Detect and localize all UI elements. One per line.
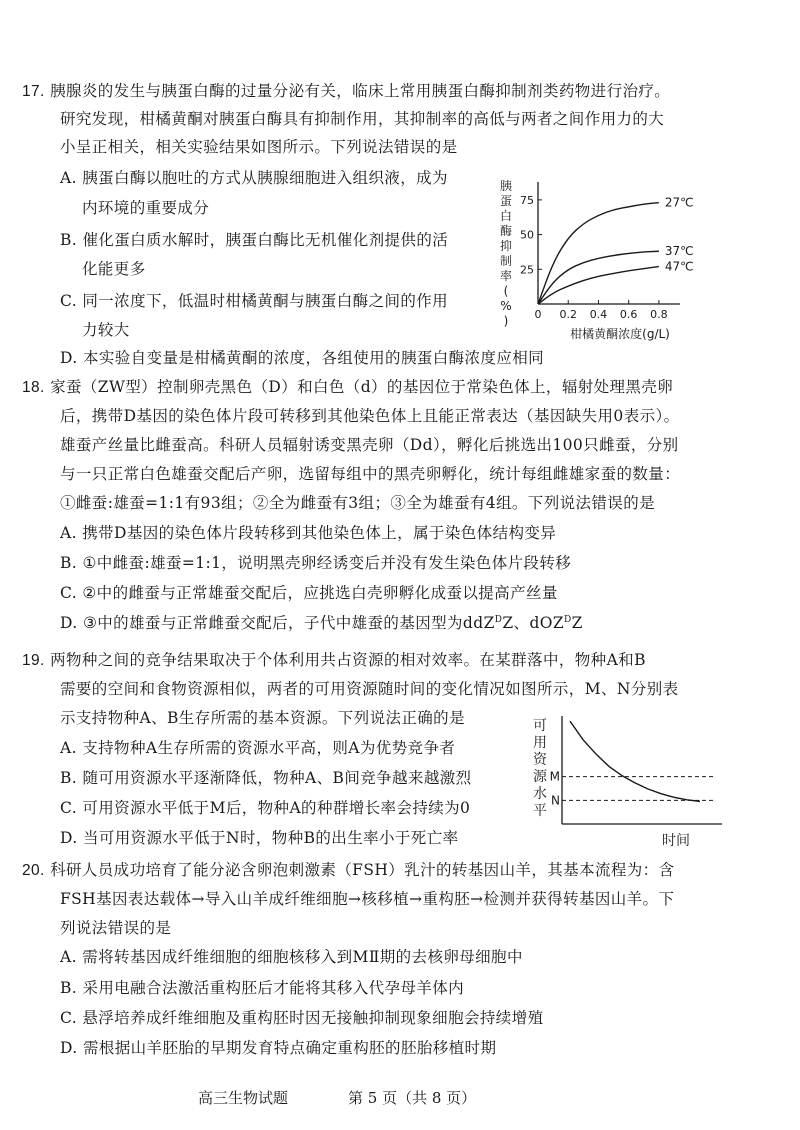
q17-stem-text-1: 胰腺炎的发生与胰蛋白酶的过量分泌有关，临床上常用胰蛋白酶抑制剂类药物进行治疗。: [50, 82, 671, 100]
q19-option-d: D. 当可用资源水平低于N时，物种B的出生率小于死亡率: [60, 829, 459, 847]
q17-option-c-cont: 力较大: [82, 321, 130, 339]
q17-stem-line2: 研究发现，柑橘黄酮对胰蛋白酶具有抑制作用，其抑制率的高低与两者之间作用力的大: [60, 110, 665, 128]
chart1-series-label-1: 27℃: [664, 195, 694, 210]
inhibition-rate-chart: [496, 176, 726, 346]
chart2-y-label-char: 水: [533, 786, 547, 802]
q18-option-a: A. 携带D基因的染色体片段转移到其他染色体上，属于染色体结构变异: [60, 524, 557, 542]
chart1-y-axis-label: [500, 178, 512, 328]
q20-option-d: D. 需根据山羊胚胎的早期发育特点确定重构胚的胚胎移植时期: [60, 1039, 497, 1057]
chart1-series-line-1: [538, 203, 659, 304]
q20-stem-line2: FSH基因表达载体→导入山羊成纤维细胞→核移植→重构胚→检测并获得转基因山羊。下: [60, 890, 675, 908]
q18-stem-line2: 后，携带D基因的染色体片段可转移到其他染色体上且能正常表达（基因缺失用0表示）。: [60, 407, 680, 425]
chart2-y-label-char: 源: [533, 769, 547, 785]
chart2-y-label-char: 用: [533, 735, 547, 751]
q20-option-b: B. 采用电融合法激活重构胚后才能将其移入代孕母羊体内: [60, 979, 465, 997]
q18-option-b: B. ①中雌蚕:雄蚕=1:1，说明黑壳卵经诱变后并没有发生染色体片段转移: [60, 554, 572, 572]
q17-option-b: B. 催化蛋白质水解时，胰蛋白酶比无机催化剂提供的活: [60, 231, 449, 249]
chart2-y-label-char: 可: [533, 718, 547, 734]
q17-option-d: D. 本实验自变量是柑橘黄酮的浓度，各组使用的胰蛋白酶浓度应相同: [60, 349, 545, 367]
q20-number: 20.: [22, 862, 45, 879]
chart2-x-axis-label: 时间: [662, 833, 690, 849]
q18-option-c: C. ②中的雌蚕与正常雄蚕交配后，应挑选白壳卵孵化成蚕以提高产丝量: [60, 584, 558, 602]
q20-stem-text-1: 科研人员成功培育了能分泌含卵泡刺激素（FSH）乳汁的转基因山羊，其基本流程为：含: [50, 861, 675, 879]
q20-stem-line1: [22, 859, 674, 882]
chart2-resource-curve: [570, 721, 700, 801]
chart1-x-axis-label: 柑橘黄酮浓度(g/L): [570, 327, 670, 341]
q17-stem-line3: 小呈正相关，相关实验结果如图所示。下列说法错误的是: [60, 138, 458, 156]
chart1-x-tick-label: 0.6: [619, 308, 638, 321]
q19-stem-line1: [22, 649, 646, 672]
chart1-x-tick-label: 0.8: [650, 308, 668, 321]
chart1-x-tick-label: 0.4: [589, 308, 608, 321]
footer-title: 高三生物试题: [198, 1089, 289, 1107]
chart1-y-label-char: 酶: [499, 224, 513, 238]
q17-option-a-cont: 内环境的重要成分: [82, 199, 210, 217]
chart1-x-tick-label: 0: [534, 308, 542, 321]
q19-number: 19.: [22, 652, 45, 669]
q19-stem-text-1: 两物种之间的竞争结果取决于个体利用共占资源的相对效率。在某群落中，物种A和B: [50, 651, 646, 669]
chart1-y-label-char: ): [503, 314, 509, 328]
resource-level-chart: [526, 712, 736, 852]
chart1-y-label-char: 胰: [499, 179, 513, 193]
chart2-y-label-char: 资: [533, 752, 547, 768]
q19-option-c: C. 可用资源水平低于M后，物种A的种群增长率会持续为0: [60, 799, 471, 817]
q18-number: 18.: [22, 379, 45, 396]
chart1-y-label-char: 蛋: [499, 194, 513, 208]
q18-option-d: D. ③中的雄蚕与正常雌蚕交配后，子代中雄蚕的基因型为ddZ$^D$Z、dOZ$^D$Z: [60, 614, 583, 632]
q20-option-c: C. 悬浮培养成纤维细胞及重构胚时因无接触抑制现象细胞会持续增殖: [60, 1009, 544, 1027]
chart1-series-line-3: [538, 267, 659, 304]
q18-stem-line1: [22, 376, 673, 399]
q17-stem-line1: [22, 80, 670, 103]
chart2-y-axis-label: [533, 718, 548, 819]
q18-stem-line3: 雄蚕产丝量比雌蚕高。科研人员辐射诱变黑壳卵（Dd），孵化后挑选出100只雌蚕，分别: [60, 436, 679, 454]
chart1-x-tick-label: 0.2: [559, 308, 577, 321]
q17-option-b-cont: 化能更多: [82, 260, 146, 278]
chart2-y-label-char: 平: [533, 803, 547, 819]
chart2-n-marker-label: N: [551, 793, 560, 808]
chart1-y-label-char: 率: [499, 269, 513, 283]
chart1-y-label-char: (: [503, 284, 509, 298]
chart1-y-label-char: 抑: [499, 239, 513, 253]
chart1-y-label-char: 制: [499, 254, 513, 268]
chart1-y-tick-label: 50: [520, 228, 534, 242]
footer-page-number: 第 5 页（共 8 页）: [348, 1089, 477, 1107]
q17-number: 17.: [22, 83, 45, 100]
chart1-y-label-char: %: [500, 299, 512, 313]
q18-stem-line5: ①雌蚕:雄蚕=1:1有93组；②全为雌蚕有3组；③全为雄蚕有4组。下列说法错误的是: [60, 494, 656, 512]
chart1-y-tick-label: 75: [520, 193, 534, 207]
q19-stem-line2: 需要的空间和食物资源相似，两者的可用资源随时间的变化情况如图所示，M、N分别表: [60, 680, 679, 698]
chart1-y-tick-label: 25: [520, 263, 534, 277]
q17-option-a: A. 胰蛋白酶以胞吐的方式从胰腺细胞进入组织液，成为: [60, 169, 448, 187]
q18-stem-line4: 与一只正常白色雄蚕交配后产卵，选留每组中的黑壳卵孵化，统计每组雌雄家蚕的数量：: [60, 465, 681, 483]
q19-stem-line3: 示支持物种A、B生存所需的基本资源。下列说法正确的是: [60, 709, 465, 727]
q20-option-a: A. 需将转基因成纤维细胞的细胞核移入到MⅡ期的去核卵母细胞中: [60, 948, 523, 966]
chart1-series-label-2: 37℃: [664, 244, 694, 259]
q20-stem-line3: 列说法错误的是: [60, 919, 172, 937]
q19-option-a: A. 支持物种A生存所需的资源水平高，则A为优势竞争者: [60, 739, 456, 757]
q17-option-c: C. 同一浓度下，低温时柑橘黄酮与胰蛋白酶之间的作用: [60, 292, 449, 310]
q19-option-b: B. 随可用资源水平逐渐降低，物种A、B间竞争越来越激烈: [60, 769, 472, 787]
chart1-series-label-3: 47℃: [664, 259, 694, 274]
chart2-m-marker-label: M: [549, 769, 560, 784]
q18-stem-text-1: 家蚕（ZW型）控制卵壳黑色（D）和白色（d）的基因位于常染色体上，辐射处理黑壳卵: [50, 378, 674, 396]
chart1-y-label-char: 白: [499, 209, 513, 223]
